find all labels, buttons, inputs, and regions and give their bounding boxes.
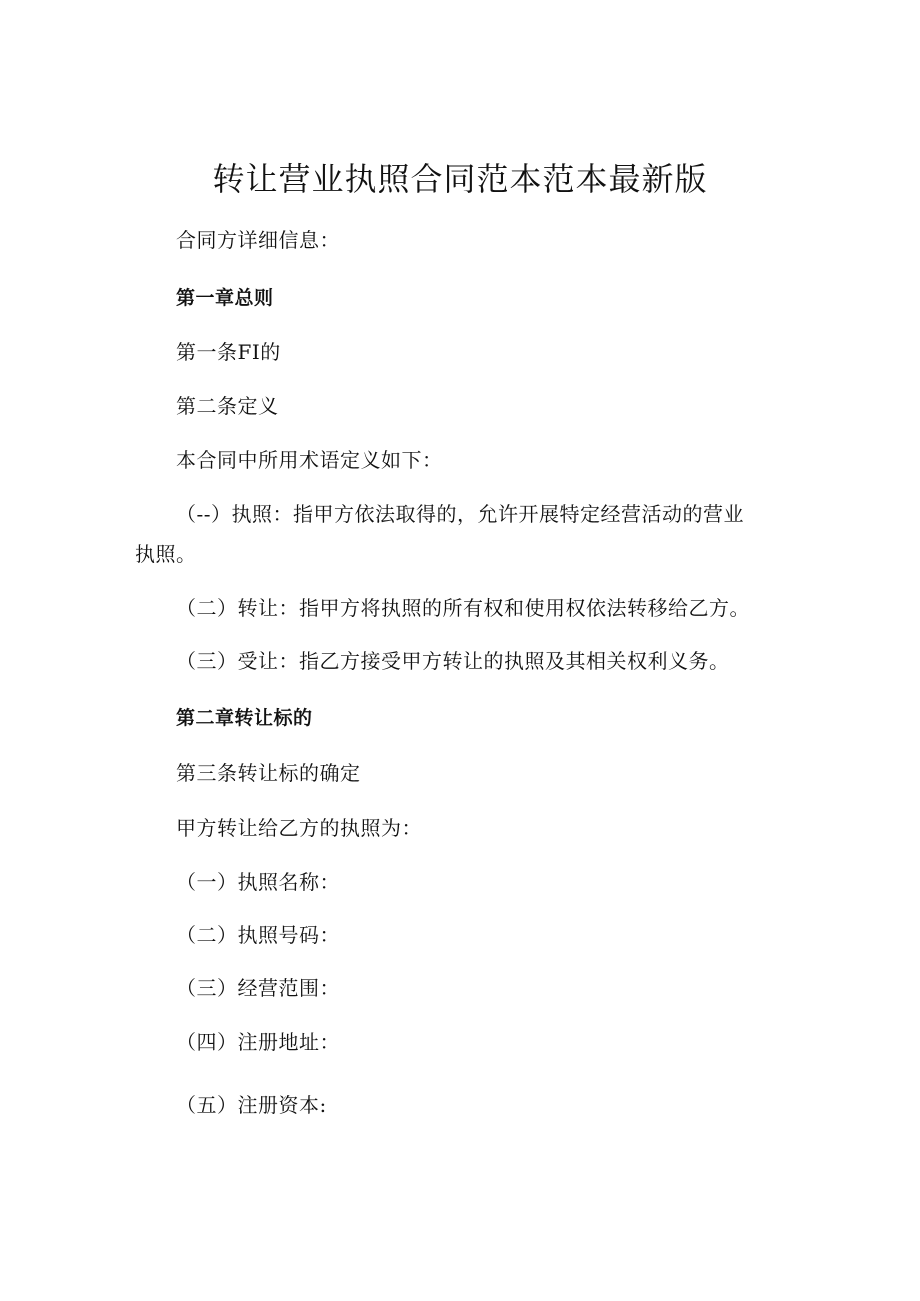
license-item-scope: （三）经营范围： xyxy=(176,976,340,1000)
article-3: 第三条转让标的确定 xyxy=(176,761,361,785)
license-item-name: （一）执照名称： xyxy=(176,870,340,894)
definitions-intro: 本合同中所用术语定义如下： xyxy=(176,448,443,472)
chapter-1-heading: 第一章总则 xyxy=(176,287,274,309)
document-title: 转让营业执照合同范本范本最新版 xyxy=(212,160,708,198)
definition-3: （三）受让：指乙方接受甲方转让的执照及其相关权利义务。 xyxy=(176,649,730,673)
license-item-number: （二）执照号码： xyxy=(176,923,340,947)
party-info-intro: 合同方详细信息： xyxy=(176,228,340,252)
article-2: 第二条定义 xyxy=(176,394,279,418)
definition-1-line-1: （--）执照：指甲方依法取得的，允许开展特定经营活动的营业 xyxy=(176,502,745,526)
definition-1-line-2: 执照。 xyxy=(135,542,197,566)
license-item-address: （四）注册地址： xyxy=(176,1030,340,1054)
license-item-capital: （五）注册资本: xyxy=(176,1093,327,1117)
article-1: 第一条FI的 xyxy=(176,340,281,364)
chapter-2-heading: 第二章转让标的 xyxy=(176,707,313,729)
definition-2: （二）转让：指甲方将执照的所有权和使用权依法转移给乙方。 xyxy=(176,596,750,620)
license-intro: 甲方转让给乙方的执照为： xyxy=(176,816,422,840)
